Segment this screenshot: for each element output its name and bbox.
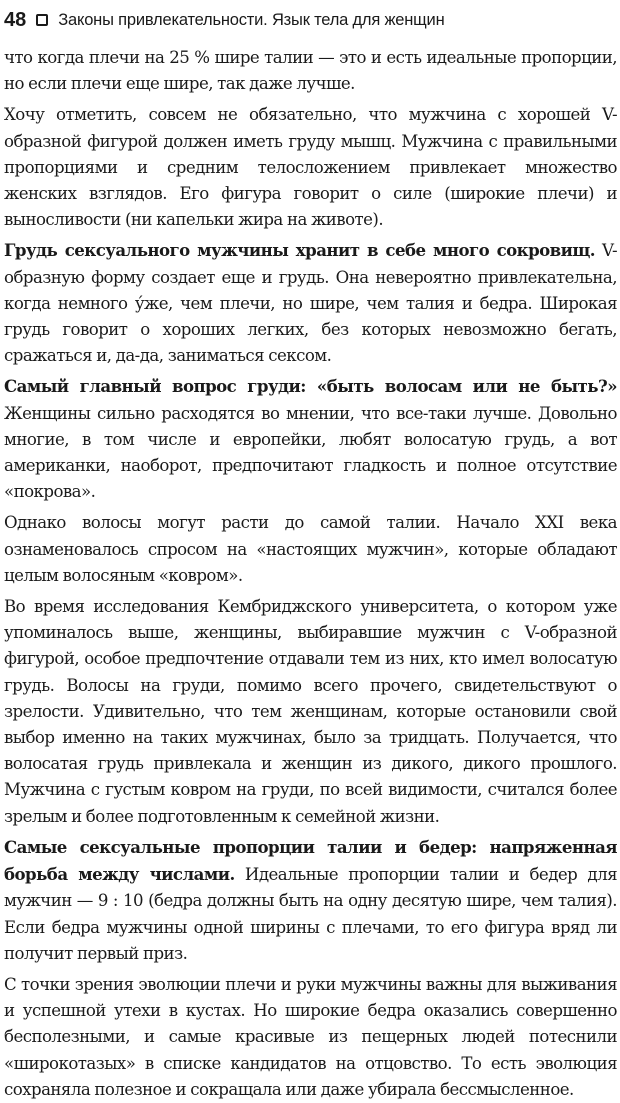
paragraph-text: Идеальные пропорции талии и бедер для мужчин — 9 : 10 (бедра должны быть на одну десятую шире, чем талия). Если бедра мужчины одной ширины с плечами, то его фигура вряд ли получит первый приз. (4, 865, 617, 963)
body-text (4, 44, 617, 1103)
paragraph-text: Во время исследования Кембриджского университета, о котором уже упоминалось выше, женщины, выбиравшие мужчин с V-образной фигурой, особое предпочтение отдавали тем из них, кто имел волосатую грудь. Волосы на груди, помимо всего прочего, свидетельствуют о зрелости. Удивительно, что тем женщинам, которые остановили свой выбор именно на таких мужчинах, было за тридцать. Получается, что волосатая грудь привлекала и женщин из дикого, дикого прошлого. Мужчина с густым ковром на груди, по всей видимости, считался более зрелым и более подготовленным к семейной жизни. (4, 597, 617, 826)
paragraph-text: Однако волосы могут расти до самой талии. Начало XXI века ознаменовалось спросом на «настоящих мужчин», которые обладают целым волосяным «ковром». (4, 513, 617, 585)
paragraph-5 (4, 509, 617, 589)
paragraph-text: Хочу отметить, совсем не обязательно, что мужчина с хорошей V-образной фигурой должен иметь груду мышц. Мужчина с правильными пропорциями и средним телосложением привлекает множество женских взглядов. Его фигура говорит о силе (широкие плечи) и выносливости (ни капельки жира на животе). (4, 105, 617, 230)
paragraph-6 (4, 593, 617, 830)
paragraph-lead: Грудь сексуального мужчины хранит в себе много сокровищ. (4, 240, 596, 261)
paragraph-text: Женщины сильно расходятся во мнении, что все-таки лучше. Довольно многие, в том числе и европейки, любят волосатую грудь, а вот американки, наоборот, предпочитают гладкость и полное отсутствие «покрова». (4, 403, 617, 502)
paragraph-text: что когда плечи на 25 % шире талии — это и есть идеальные пропорции, но если плечи еще шире, так даже лучше. (4, 48, 617, 94)
paragraph-7 (4, 834, 617, 967)
running-title: Законы привлекательности. Язык тела для женщин (58, 10, 445, 29)
paragraph-lead: Самый главный вопрос груди: «быть волосам или не быть?» (4, 376, 617, 397)
paragraph-lead: Самые сексуальные пропорции талии и бедер: напряженная борьба между числами. (4, 836, 617, 885)
paragraph-4 (4, 373, 617, 505)
page-header (4, 6, 617, 34)
paragraph-8 (4, 971, 617, 1103)
paragraph-text: С точки зрения эволюции плечи и руки мужчины важны для выживания и успешной утехи в кустах. Но широкие бедра оказались совершенно бесполезными, и самые красивые из пещерных людей потеснили «широкотазых» в списке кандидатов на отцовство. То есть эволюция сохраняла полезное и сокращала или даже убирала бессмысленное. (4, 974, 617, 1099)
paragraph-2 (4, 101, 617, 233)
page-number: 48 (4, 8, 27, 31)
paragraph-1 (4, 44, 617, 97)
square-icon (36, 14, 48, 26)
paragraph-text: V-образную форму создает еще и грудь. Она невероятно привлекательна, когда немного у́же, чем плечи, но шире, чем талия и бедра. Широкая грудь говорит о хороших легких, без которых невозможно бегать, сражаться и, да-да, заниматься сексом. (4, 241, 617, 366)
paragraph-3 (4, 237, 617, 369)
